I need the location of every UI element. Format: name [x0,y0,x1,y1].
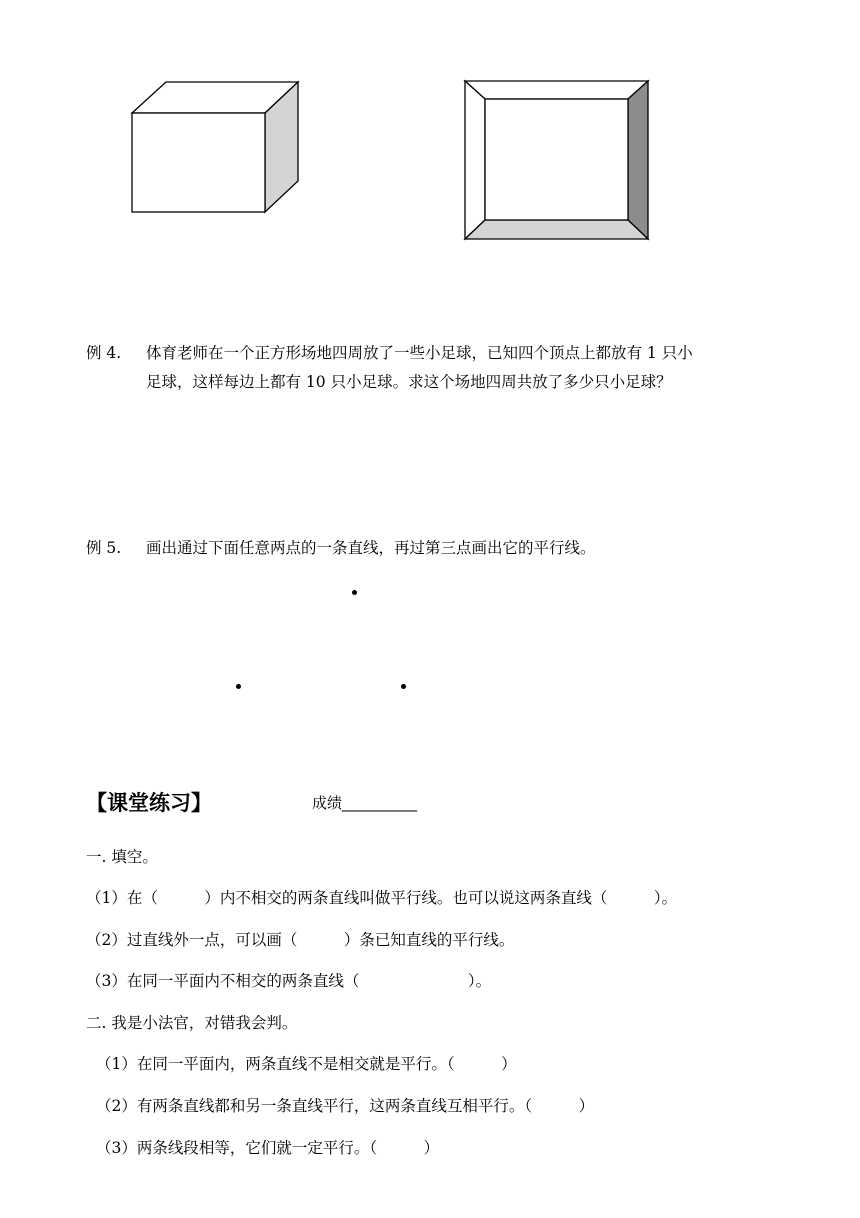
score-label: 成绩__________ [312,794,418,812]
point-top [352,590,357,595]
example5-label: 例 5. [86,539,122,557]
point-bottom-left [236,684,241,689]
section1-question-1: （1）在（ ）内不相交的两条直线叫做平行线。也可以说这两条直线（ ）。 [86,889,678,907]
frame-inner-rect [485,99,628,220]
example4-text-line2: 足球，这样每边上都有 10 只小足球。求这个场地四周共放了多少只小足球？ [146,373,672,391]
section2-title: 二. 我是小法官，对错我会判。 [86,1014,298,1032]
frame-right-bevel [628,81,648,239]
cube-figure [128,78,303,218]
example4-text-line1: 体育老师在一个正方形场地四周放了一些小足球，已知四个顶点上都放有 1 只小 [146,344,693,362]
cube-front-face [132,113,265,212]
frame-top-bevel [465,81,648,99]
section1-question-2: （2）过直线外一点，可以画（ ）条已知直线的平行线。 [86,931,515,949]
frame-left-bevel [465,81,485,239]
section2-question-3: （3）两条线段相等，它们就一定平行。（ ） [96,1139,440,1157]
example5-text: 画出通过下面任意两点的一条直线，再过第三点画出它的平行线。 [146,539,596,557]
frame-bottom-bevel [465,220,648,239]
frame-figure [462,78,652,244]
point-bottom-right [401,684,406,689]
section2-question-2: （2）有两条直线都和另一条直线平行，这两条直线互相平行。（ ） [96,1097,595,1115]
example4-label: 例 4. [86,344,122,362]
section1-question-3: （3）在同一平面内不相交的两条直线（ ）。 [86,972,492,990]
practice-heading: 【课堂练习】 [86,791,212,815]
section2-question-1: （1）在同一平面内，两条直线不是相交就是平行。（ ） [96,1055,517,1073]
section1-title: 一. 填空。 [86,848,158,866]
